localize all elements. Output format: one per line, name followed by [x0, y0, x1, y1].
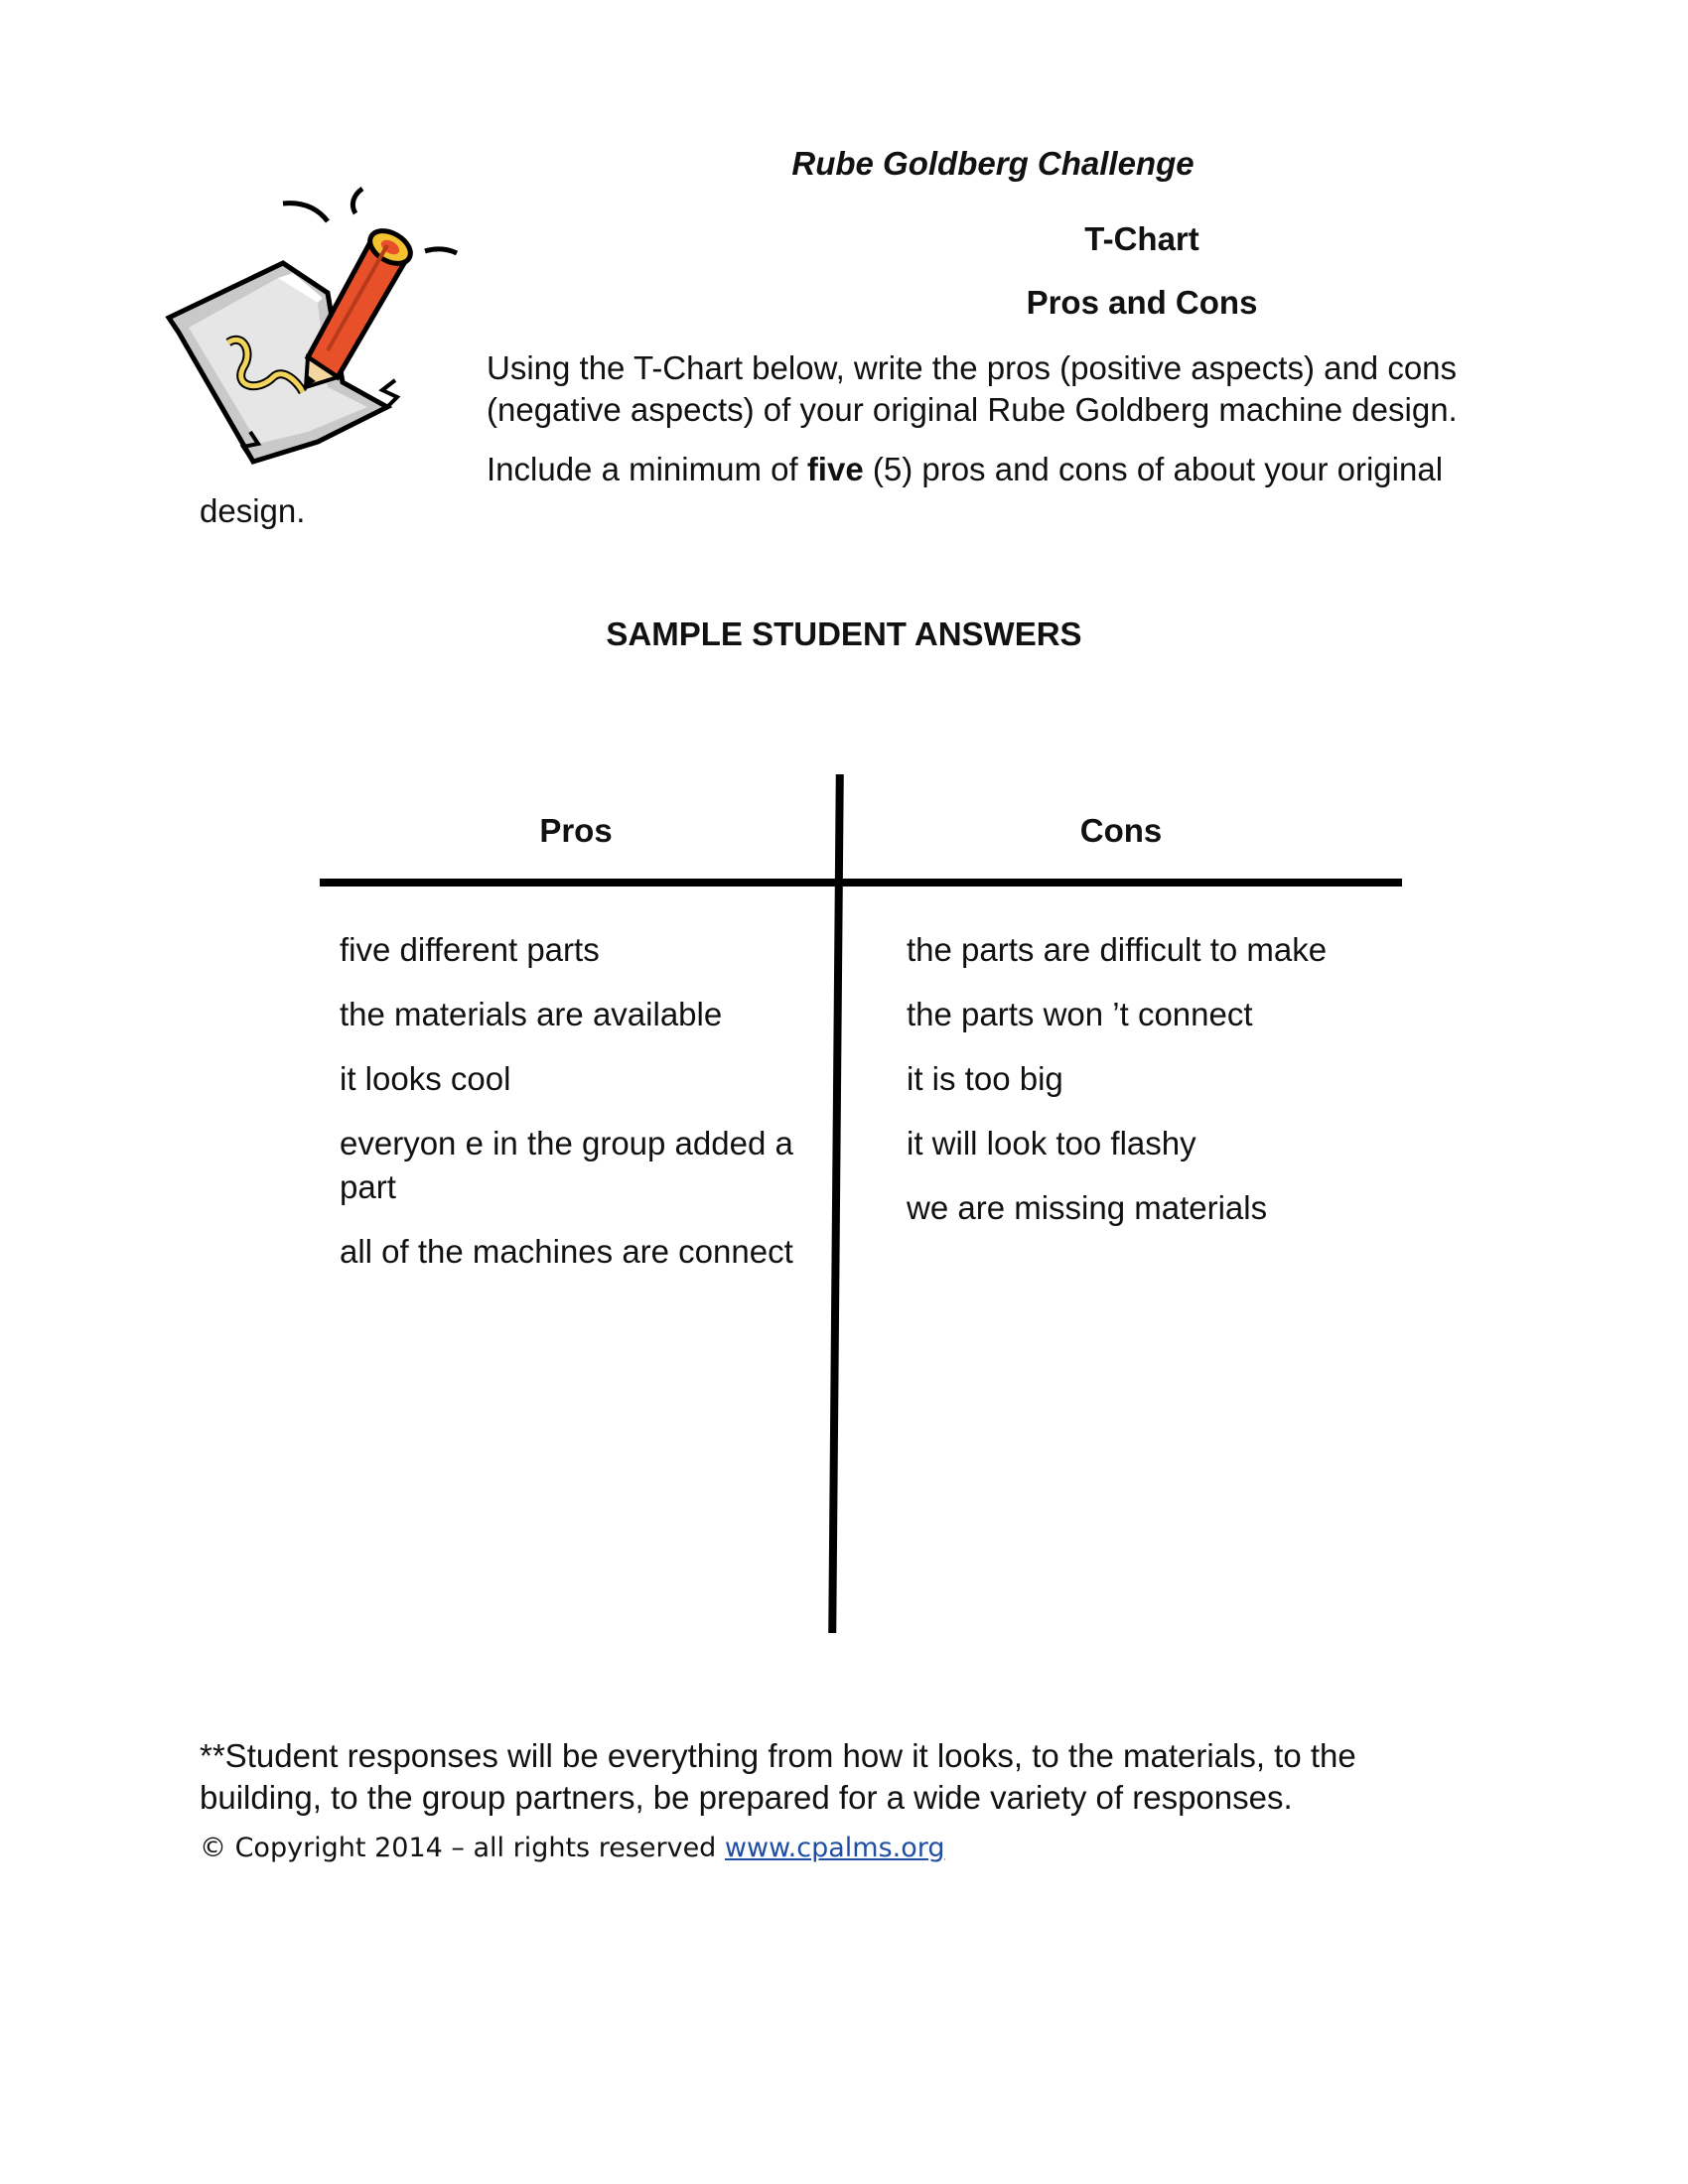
cons-header: Cons	[1079, 812, 1163, 849]
instructions-emphasis: five	[806, 451, 864, 487]
sample-answers-heading: SAMPLE STUDENT ANSWERS	[606, 615, 1082, 652]
instructions-wrap-word: design.	[200, 492, 306, 529]
cons-item: it will look too flashy	[907, 1125, 1196, 1161]
cpalms-link[interactable]: www.cpalms.org	[724, 1833, 945, 1863]
pros-list	[340, 928, 816, 1295]
page-title: Rube Goldberg Challenge	[791, 145, 1195, 182]
page-subtitle-pros-cons: Pros and Cons	[1026, 284, 1258, 321]
tchart-horizontal-line	[320, 879, 1402, 887]
cons-item: it is too big	[907, 1060, 1063, 1097]
instructions-minimum	[487, 449, 1559, 490]
cons-list	[907, 928, 1403, 1251]
copyright-text: © Copyright 2014 – all rights reserved	[200, 1833, 725, 1863]
pros-item: all of the machines are connect	[340, 1233, 793, 1270]
copyright-line	[200, 1833, 945, 1863]
pros-item: everyon e in the group added a part	[340, 1125, 793, 1205]
teacher-note	[200, 1735, 1490, 1819]
instructions-line: Using the T-Chart below, write the pros (positive aspects) and cons	[487, 349, 1458, 386]
teacher-note-line: **Student responses will be everything from how it looks, to the materials, to the	[200, 1737, 1356, 1774]
pros-item: the materials are available	[340, 996, 723, 1032]
instructions-text: (5) pros and cons of about your original	[863, 451, 1444, 487]
cons-item: the parts won ’t connect	[907, 996, 1253, 1032]
teacher-note-line: building, to the group partners, be prepared for a wide variety of responses.	[200, 1779, 1293, 1816]
instructions-line: (negative aspects) of your original Rube Goldberg machine design.	[487, 391, 1458, 428]
cons-item: the parts are difficult to make	[907, 931, 1328, 968]
pencil-on-paper-icon	[159, 184, 467, 472]
instructions-text: Include a minimum of	[487, 451, 807, 487]
tchart-vertical-line	[828, 774, 844, 1633]
instructions-paragraph	[487, 347, 1559, 431]
cons-item: we are missing materials	[907, 1189, 1268, 1226]
page-subtitle: T-Chart	[1084, 220, 1199, 257]
pros-header: Pros	[539, 812, 613, 849]
pros-item: it looks cool	[340, 1060, 511, 1097]
pros-item: five different parts	[340, 931, 600, 968]
